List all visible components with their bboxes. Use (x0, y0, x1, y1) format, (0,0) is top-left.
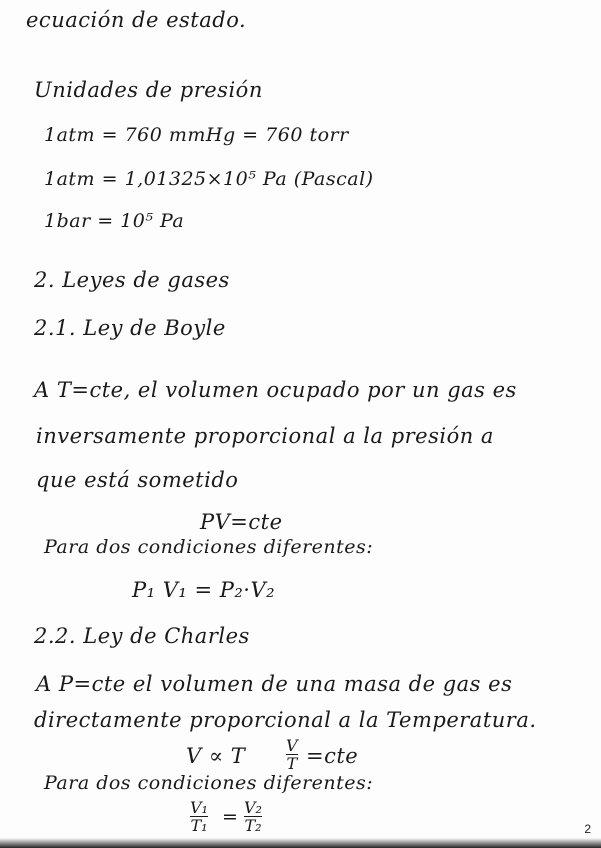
fraction-denominator: T (286, 754, 298, 773)
fraction-numerator: V (286, 736, 298, 755)
text-line: Para dos condiciones diferentes: (44, 536, 374, 558)
formula-line: 1atm = 1,01325×10⁵ Pa (Pascal) (44, 168, 374, 190)
fraction-v-over-t (286, 738, 298, 771)
fraction-denominator: T₂ (244, 816, 262, 835)
page-number: 2 (584, 822, 591, 836)
formula-line: V ∝ T (186, 744, 246, 768)
text-line: que está sometido (36, 468, 239, 492)
subsection-heading: 2.2. Ley de Charles (34, 624, 250, 648)
subsection-heading: 2.1. Ley de Boyle (34, 316, 226, 340)
heading-pressure-units: Unidades de presión (34, 78, 263, 102)
formula-line: 1atm = 760 mmHg = 760 torr (44, 124, 349, 146)
fraction-numerator: V₁ (190, 798, 208, 817)
fraction-denominator: T₁ (190, 816, 208, 835)
text-line: A T=cte, el volumen ocupado por un gas es (34, 378, 517, 402)
formula-line: PV=cte (200, 510, 283, 534)
text-line: ecuación de estado. (26, 8, 247, 32)
text-line: A P=cte el volumen de una masa de gas es (36, 672, 513, 696)
equals-sign: = (222, 806, 239, 828)
text-line: inversamente proporcional a la presión a (36, 424, 494, 448)
scan-edge-shadow (0, 838, 601, 848)
fraction-v1-over-t1 (190, 800, 208, 833)
formula-line: P₁ V₁ = P₂·V₂ (132, 578, 276, 602)
text-line: directamente proporcional a la Temperatura. (34, 708, 537, 732)
section-heading: 2. Leyes de gases (34, 268, 230, 292)
fraction-numerator: V₂ (244, 798, 262, 817)
text-line: Para dos condiciones diferentes: (44, 772, 374, 794)
formula-line: 1bar = 10⁵ Pa (44, 210, 185, 232)
fraction-v2-over-t2 (244, 800, 262, 833)
formula-suffix: =cte (306, 744, 359, 768)
